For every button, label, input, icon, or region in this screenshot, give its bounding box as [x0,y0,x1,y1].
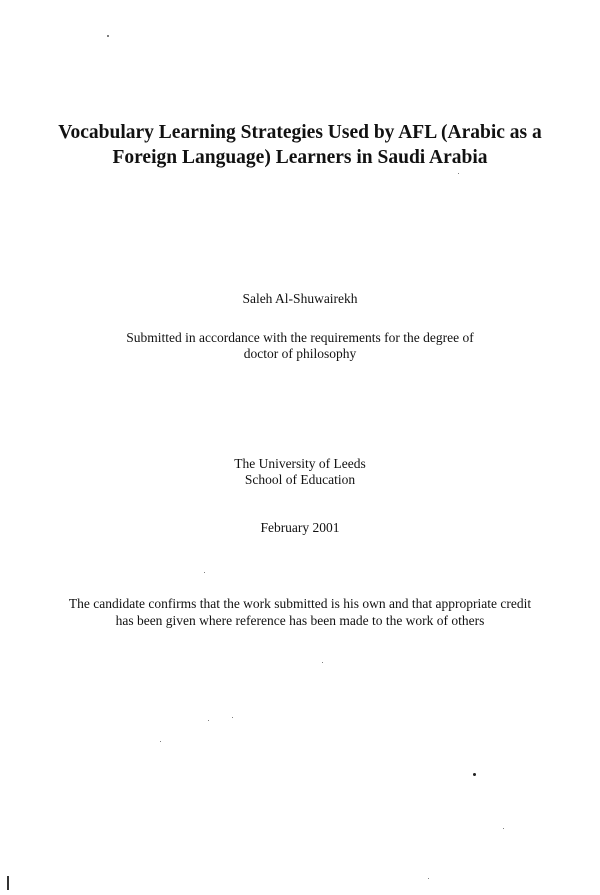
degree-statement [0,330,600,362]
submission-date-text: February 2001 [260,520,340,535]
scan-speck [322,662,323,663]
thesis-title-line-2: Foreign Language) Learners in Saudi Arabia [112,147,488,168]
declaration-line-1: The candidate confirms that the work submitted is his own and that appropriate credit [68,596,532,611]
scan-speck [458,173,459,174]
institution [0,456,600,488]
degree-statement-line-2: doctor of philosophy [243,346,357,361]
scan-speck [473,773,476,776]
scan-speck [204,572,205,573]
thesis-title-line-1: Vocabulary Learning Strategies Used by AFL (Arabic as a [58,122,542,143]
scan-speck [160,741,161,742]
scan-speck [428,878,429,879]
author-name-text: Saleh Al-Shuwairekh [242,291,358,306]
scan-edge-mark [7,876,9,890]
scan-speck [503,828,504,829]
submission-date [0,520,600,536]
thesis-title [0,120,600,170]
degree-statement-line-1: Submitted in accordance with the requirements for the degree of [126,330,474,345]
scan-speck [208,720,209,721]
university-name: The University of Leeds [234,456,366,471]
author-name [0,290,600,307]
scan-speck [107,35,109,37]
scan-speck [232,717,233,718]
declaration-line-2: has been given where reference has been made to the work of others [115,613,485,628]
originality-declaration [0,595,600,629]
school-name: School of Education [244,472,356,487]
